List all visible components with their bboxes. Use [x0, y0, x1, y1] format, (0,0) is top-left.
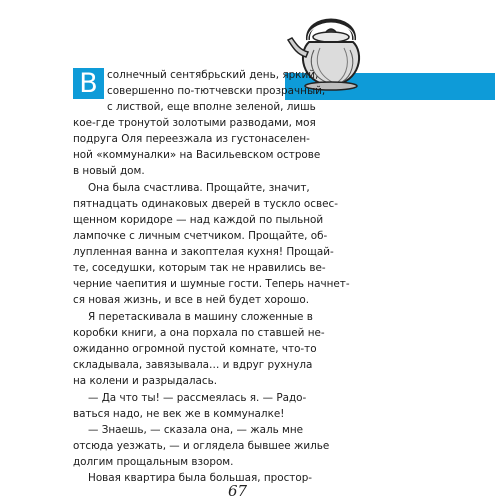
text-line: с листвой, еще вполне зеленой, лишь [107, 101, 316, 113]
text-line: Она была счастлива. Прощайте, значит, [88, 182, 310, 194]
text-line: ваться надо, не век же в коммуналке! [73, 408, 285, 420]
text-line: ся новая жизнь, и все в ней будет хорошо. [73, 294, 309, 306]
drop-cap: В [73, 68, 104, 99]
text-line: отсюда уезжать, — и оглядела бывшее жилье [73, 440, 330, 452]
text-line: черние чаепития и шумные гости. Теперь начнет- [73, 278, 350, 290]
text-line: в новый дом. [73, 165, 145, 177]
text-line: складывала, завязывала… и вдруг рухнула [73, 359, 313, 371]
text-line: кое-где тронутой золотыми разводами, моя [73, 117, 316, 129]
text-line: долгим прощальным взором. [73, 456, 234, 468]
text-line: — Да что ты! — рассмеялась я. — Радо- [88, 392, 307, 404]
text-line: подруга Оля переезжала из густонаселен- [73, 133, 310, 145]
text-line: лампочке с личным счетчиком. Прощайте, об- [73, 230, 328, 242]
text-line: Новая квартира была большая, простор- [88, 472, 313, 484]
text-line: совершенно по-тютчевски прозрачный, [107, 85, 326, 97]
page-number: 67 [228, 482, 248, 500]
text-line: щенном коридоре — над каждой по пыльной [73, 214, 324, 226]
text-line: те, соседушки, которым так не нравились ве- [73, 262, 326, 274]
text-line: на колени и разрыдалась. [73, 375, 218, 387]
text-line: Я перетаскивала в машину сложенные в [88, 311, 313, 323]
text-line: пятнадцать одинаковых дверей в тускло освес- [73, 198, 338, 210]
text-line: солнечный сентябрьский день, яркий, [107, 69, 319, 81]
text-line: коробки книги, а она порхала по ставшей не- [73, 327, 325, 339]
text-line: ной «коммуналки» на Васильевском острове [73, 149, 321, 161]
text-line: лупленная ванна и закоптелая кухня! Прощай- [73, 246, 334, 258]
text-line: — Знаешь, — сказала она, — жаль мне [88, 424, 304, 436]
text-line: ожиданно огромной пустой комнате, что-то [73, 343, 317, 355]
